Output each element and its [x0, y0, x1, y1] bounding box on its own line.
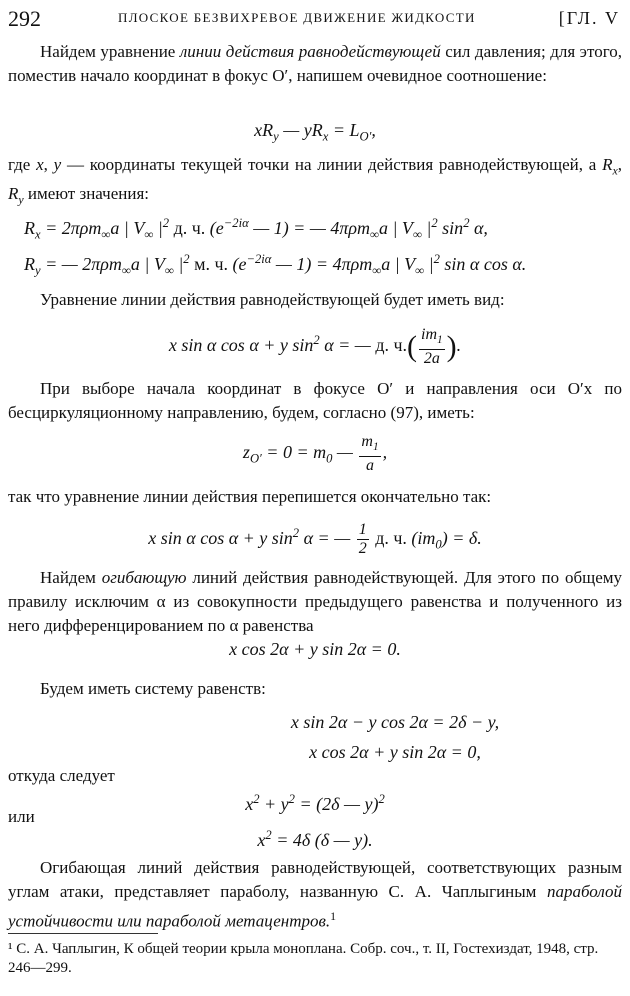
paragraph-9: или: [8, 807, 35, 826]
footnote-marker: 1: [330, 909, 337, 923]
paragraph-7: Будем иметь систему равенств:: [40, 679, 266, 698]
text: Найдем уравнение: [40, 42, 180, 61]
equation-8: x sin 2α − y cos 2α = 2δ − y,: [290, 712, 500, 732]
text: Найдем: [40, 568, 102, 587]
equation-11: $x^2 = 4\delta$ (δ — y).: [257, 828, 373, 850]
text: линий действия равнодействующей. Для этого по общему правилу исключим α из совокупности предыдущего равенства и полученного из него дифференцированием по α равенства: [8, 568, 622, 635]
running-header: [8, 6, 620, 30]
equation-6: x sin α cos α + y $\sin^2 \alpha$ = — $\frac{1}{2}$ д. ч. $(im_0) = \delta$.: [148, 521, 482, 558]
equation-2: $R_x = 2\pi\rho m_\infty a$ | $V_\infty$ $|^2$ д. ч. ($e^{-2i\alpha}$ — 1) = — 4πρm$_\infty$a | $V_\infty$ $|^2$ $\sin^2 \alpha$,: [24, 216, 488, 242]
equation-5: $z_{O'} = 0 = m_0$ — $\frac{m_1}{a}$ ,: [242, 433, 388, 475]
text: сил давления; для этого, поместив начало координат в фокус O′, напишем очевидное соотношение:: [8, 42, 622, 85]
equation-3: $R_y$ = — 2πρm$_\infty$a | $V_\infty$ $|^2$ м. ч. ($e^{-2i\alpha}$ — 1) = 4πρm$_\infty$a | $V_\infty$ $|^2$ sin α cos α.: [24, 252, 527, 278]
equation-1: $xR_y$ — $yR_x = L_{O'}$,: [254, 120, 376, 144]
equation-10: $x^2 + y^2 = (2\delta$ — y)$^2$: [245, 792, 385, 814]
paragraph-8: откуда следует: [8, 766, 115, 785]
paragraph-6: [8, 566, 622, 638]
equation-4: x sin α cos α + y $\sin^2 \alpha$ = — д. ч.( $\frac{im_1}{2a}$ ).: [168, 326, 462, 368]
emphasis-text: линии действия равнодействующей: [179, 42, 441, 61]
emphasis-text: параболой устойчивости или параболой метацентров.: [8, 882, 622, 931]
paragraph-1: [8, 40, 622, 88]
equation-7: x cos 2α + y sin 2α = 0.: [229, 639, 401, 659]
equation-9: x cos 2α + y sin 2α = 0,: [309, 742, 481, 762]
running-title: ПЛОСКОЕ БЕЗВИХРЕВОЕ ДВИЖЕНИЕ ЖИДКОСТИ: [118, 10, 476, 25]
paragraph-3: Уравнение линии действия равнодействующей будет иметь вид:: [40, 290, 505, 309]
footnote: ¹ С. А. Чаплыгин, К общей теории крыла моноплана. Собр. соч., т. II, Гостехиздат, 1948, стр. 246—299.: [8, 941, 599, 976]
paragraph-10: [8, 856, 622, 934]
page-number: 292: [8, 6, 41, 31]
chapter-label: [ГЛ. V: [558, 8, 620, 28]
paragraph-5: так что уравнение линии действия перепишется окончательно так:: [8, 487, 492, 506]
footnote-divider: [8, 933, 158, 934]
text: Огибающая линий действия равнодействующей, соответствующих разным углам атаки, представляет параболу, названную С. А. Чаплыгиным: [8, 858, 622, 901]
paragraph-2: где x, y — координаты текущей точки на линии действия равнодействующей, а $R_x$, $R_y$ имеют значения:: [8, 155, 622, 207]
paragraph-4: При выборе начала координат в фокусе O′ и направления оси O′x по бесциркуляционному направлению, будем, согласно (97), иметь:: [8, 379, 622, 422]
emphasis-text: огибающую: [101, 568, 187, 587]
